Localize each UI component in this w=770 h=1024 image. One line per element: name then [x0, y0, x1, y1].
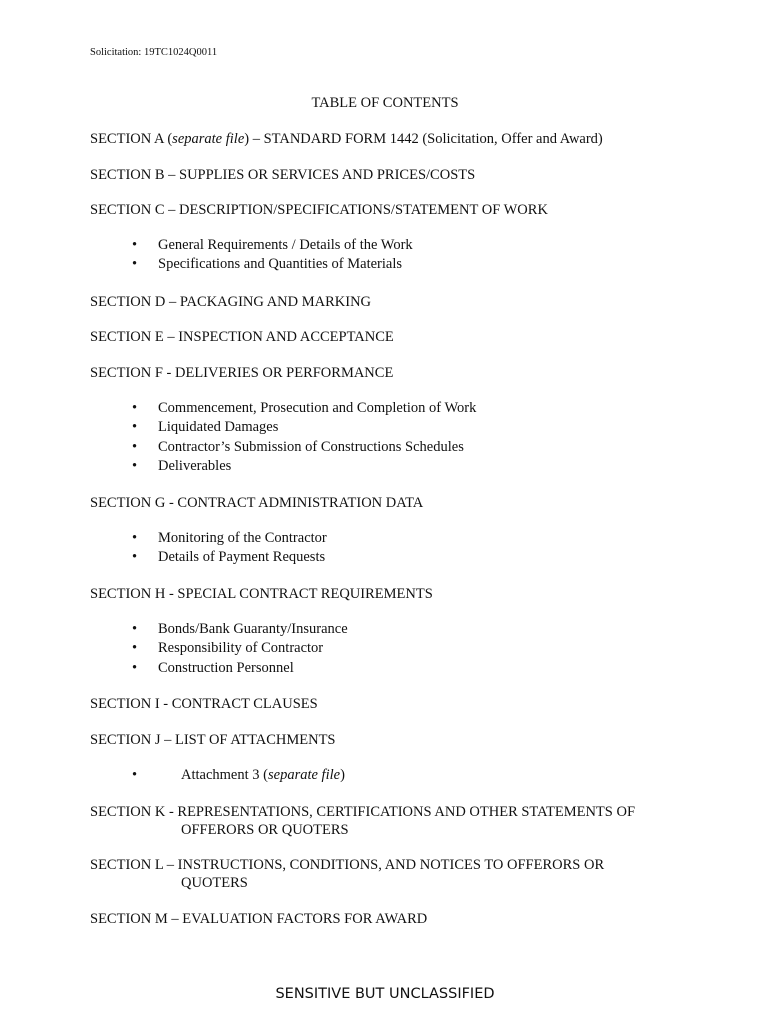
bullet-icon: • — [132, 549, 138, 566]
section-a-suffix: ) – STANDARD FORM 1442 (Solicitation, Offer and Award) — [244, 131, 603, 147]
list-item-label: General Requirements / Details of the Work — [158, 237, 413, 253]
list-item-label: Bonds/Bank Guaranty/Insurance — [158, 621, 348, 637]
bullet-icon: • — [132, 400, 138, 416]
section-b: SECTION B – SUPPLIES OR SERVICES AND PRICES/COSTS — [90, 167, 476, 183]
section-c: SECTION C – DESCRIPTION/SPECIFICATIONS/STATEMENT OF WORK — [90, 202, 548, 218]
list-item — [132, 639, 348, 658]
section-h-list — [132, 620, 348, 678]
list-item — [132, 236, 413, 255]
attachment-suffix: ) — [340, 767, 345, 783]
bullet-icon: • — [132, 256, 138, 273]
section-a — [90, 130, 603, 148]
bullet-icon: • — [132, 419, 138, 436]
solicitation-number: Solicitation: 19TC1024Q0011 — [90, 47, 218, 58]
list-item — [132, 766, 345, 785]
bullet-icon: • — [132, 621, 138, 637]
section-d: SECTION D – PACKAGING AND MARKING — [90, 294, 372, 310]
classification-footer: SENSITIVE BUT UNCLASSIFIED — [275, 986, 495, 1002]
list-item-label: Liquidated Damages — [158, 419, 279, 436]
section-k — [90, 803, 635, 839]
section-k-line1: SECTION K - REPRESENTATIONS, CERTIFICATIONS AND OTHER STATEMENTS OF — [90, 804, 636, 820]
section-c-list — [132, 236, 413, 275]
list-item-label: Details of Payment Requests — [158, 549, 326, 566]
section-m: SECTION M – EVALUATION FACTORS FOR AWARD — [90, 911, 428, 927]
section-e: SECTION E – INSPECTION AND ACCEPTANCE — [90, 329, 394, 345]
list-item — [132, 548, 327, 567]
attachment-separate-file: separate file — [267, 767, 341, 783]
section-j-list — [132, 766, 345, 785]
section-g-list — [132, 529, 327, 568]
list-item — [132, 399, 476, 418]
bullet-icon: • — [132, 530, 138, 546]
list-item-label: Commencement, Prosecution and Completion of Work — [158, 400, 477, 416]
section-l — [90, 856, 604, 892]
section-f: SECTION F - DELIVERIES OR PERFORMANCE — [90, 365, 394, 381]
list-item — [132, 418, 476, 437]
section-h: SECTION H - SPECIAL CONTRACT REQUIREMENTS — [90, 586, 433, 602]
bullet-icon: • — [132, 237, 138, 253]
list-item — [132, 255, 413, 274]
section-j: SECTION J – LIST OF ATTACHMENTS — [90, 732, 336, 748]
attachment-prefix: Attachment 3 ( — [181, 767, 268, 783]
list-item-label: Contractor’s Submission of Constructions Schedules — [158, 438, 464, 455]
bullet-icon: • — [132, 640, 138, 657]
section-a-prefix: SECTION A ( — [90, 131, 173, 147]
bullet-icon: • — [132, 457, 138, 474]
list-item-label: Specifications and Quantities of Materials — [158, 256, 403, 273]
section-a-separate-file: separate file — [172, 131, 245, 147]
list-item — [132, 529, 327, 548]
list-item — [132, 457, 476, 476]
section-k-line2: OFFERORS OR QUOTERS — [181, 822, 349, 838]
list-item — [132, 659, 348, 678]
list-item-label: Monitoring of the Contractor — [158, 530, 327, 546]
page-title: TABLE OF CONTENTS — [311, 95, 459, 111]
list-item — [132, 438, 476, 457]
section-f-list — [132, 399, 476, 476]
bullet-icon: • — [132, 438, 138, 455]
list-item — [132, 620, 348, 639]
section-i: SECTION I - CONTRACT CLAUSES — [90, 696, 318, 712]
section-l-line2: QUOTERS — [181, 875, 248, 891]
bullet-icon: • — [132, 767, 138, 783]
section-l-line1: SECTION L – INSTRUCTIONS, CONDITIONS, AND NOTICES TO OFFERORS OR — [90, 857, 605, 873]
list-item-label: Responsibility of Contractor — [158, 640, 324, 657]
bullet-icon: • — [132, 659, 138, 676]
section-g: SECTION G - CONTRACT ADMINISTRATION DATA — [90, 495, 424, 511]
list-item-label: Deliverables — [158, 457, 232, 474]
list-item-label: Construction Personnel — [158, 659, 294, 676]
